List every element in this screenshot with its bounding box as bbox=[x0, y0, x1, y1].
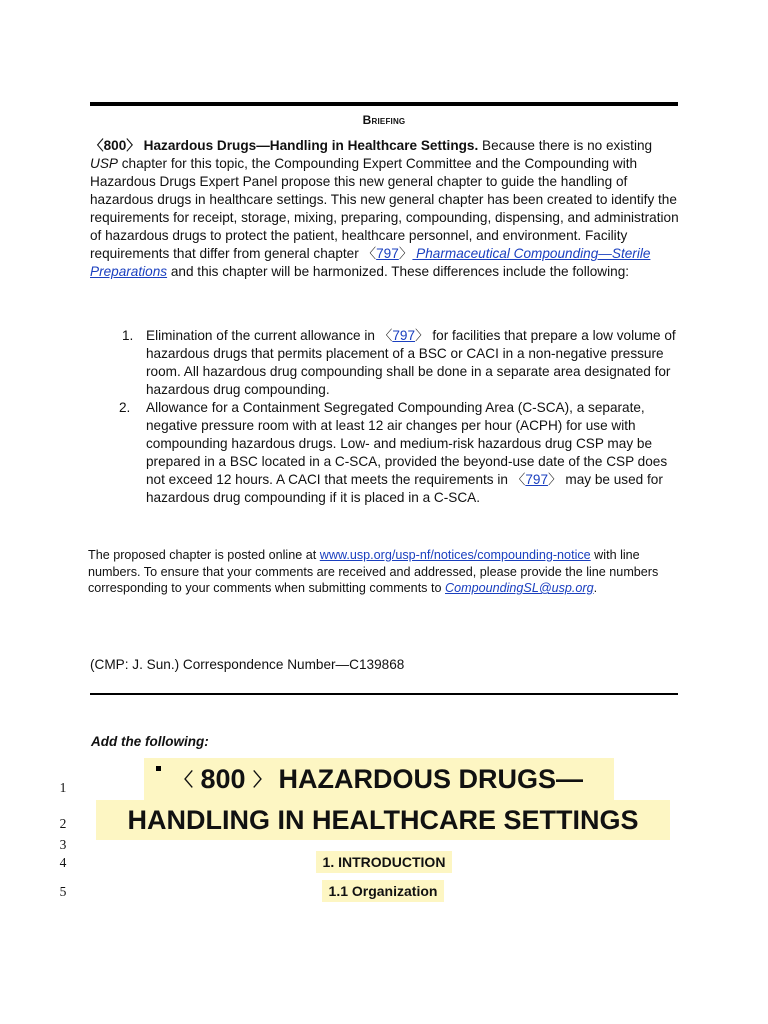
chapter-title-line-1 bbox=[144, 758, 614, 800]
add-following-label: Add the following: bbox=[91, 734, 209, 749]
list-item bbox=[119, 399, 682, 507]
list-item bbox=[122, 327, 682, 399]
list-item-text bbox=[146, 327, 682, 399]
marker-dot-icon bbox=[156, 766, 161, 771]
line-number: 1 bbox=[59, 780, 67, 795]
briefing-paragraph bbox=[90, 137, 680, 281]
list-item-text-after: for facilities that prepare a low volume of hazardous drugs that permits placement of a BSC or CACI in a non-negative pressure room. All hazardous drug compounding shall be done in a separate area designated for hazardous drug compounding. bbox=[146, 328, 676, 397]
line-number: 4 bbox=[59, 855, 67, 870]
subsection-heading: 1.1 Organization bbox=[322, 880, 444, 902]
intro-text-3: and this chapter will be harmonized. These differences include the following: bbox=[167, 264, 630, 279]
list-item-number: 1. bbox=[122, 328, 134, 343]
usp-text: USP bbox=[90, 156, 118, 171]
ref-797-link[interactable]: 797 bbox=[392, 328, 416, 343]
ref-797-link[interactable]: 797 bbox=[376, 246, 399, 261]
intro-text-2: chapter for this topic, the Compounding Expert Committee and the Compounding with Hazardous Drugs Expert Panel propose this new general chapter to guide the handling of hazardous drugs in healthcare settings. This new general chapter has been created to identify the requirements for receipt, storage, mixing, preparing, compounding, dispensing, and administration of hazardous drugs to protect the patient, healthcare personnel, and environment. Facility requirements that differ from general chapter bbox=[90, 156, 679, 261]
line-number: 5 bbox=[59, 884, 67, 899]
ref-bracket-close: 〉 bbox=[548, 472, 562, 487]
email-link[interactable]: CompoundingSL@usp.org bbox=[445, 581, 594, 595]
list-item-text-before: Allowance for a Containment Segregated Compounding Area (C-SCA), a separate, negative pressure room with at least 12 air changes per hour (ACPH) for use with compounding hazardous drugs. Low- and medium-risk hazardous drug CSP may be prepared in a BSC located in a C-SCA, provided the beyond-use date of the CSP does not exceed 12 hours. A CACI that meets the requirements in bbox=[146, 400, 668, 487]
top-rule bbox=[90, 102, 678, 106]
proposed-text-2: with line numbers. To ensure that your comments are received and addressed, please provide the line numbers corresponding to your comments when submitting comments to bbox=[88, 548, 659, 595]
list-item-text-after: may be used for hazardous drug compounding if it is placed in a C-SCA. bbox=[146, 472, 663, 505]
ref-797-link[interactable]: 797 bbox=[525, 472, 549, 487]
ref-bracket-close: 〉 bbox=[415, 328, 429, 343]
chapter-title-line-2: HANDLING IN HEALTHCARE SETTINGS bbox=[96, 800, 670, 840]
section-divider bbox=[90, 693, 678, 695]
chapter-ref: 〈800〉 bbox=[90, 138, 140, 153]
correspondence-number: (CMP: J. Sun.) Correspondence Number—C139868 bbox=[90, 657, 405, 672]
line-number: 2 bbox=[59, 816, 67, 831]
differences-list bbox=[119, 327, 682, 507]
ref-797-bracket-open: 〈 bbox=[362, 246, 377, 261]
ref-797-title-link[interactable]: Pharmaceutical Compounding—Sterile Preparations bbox=[90, 246, 651, 279]
proposed-text-3: . bbox=[593, 581, 598, 595]
title-bracket-open: 〈 bbox=[174, 770, 193, 790]
intro-text-1: Because there is no existing bbox=[478, 138, 653, 153]
title-bracket-close: 〉 bbox=[253, 770, 272, 790]
section-heading: 1. INTRODUCTION bbox=[316, 851, 452, 873]
ref-797-bracket-close: 〉 bbox=[398, 246, 413, 261]
title-line-1-text: HAZARDOUS DRUGS— bbox=[271, 764, 584, 794]
notice-url-link[interactable]: www.usp.org/usp-nf/notices/compounding-notice bbox=[319, 548, 591, 562]
proposed-notice bbox=[88, 547, 678, 597]
line-number: 3 bbox=[59, 837, 67, 852]
chapter-title: Hazardous Drugs—Handling in Healthcare Settings. bbox=[143, 138, 479, 153]
proposed-text-1: The proposed chapter is posted online at bbox=[88, 548, 320, 562]
list-item-text-before: Elimination of the current allowance in bbox=[146, 328, 379, 343]
briefing-heading: Briefing bbox=[362, 113, 406, 127]
title-number: 800 bbox=[192, 764, 254, 794]
list-item-text bbox=[146, 399, 682, 507]
ref-bracket-open: 〈 bbox=[378, 328, 393, 343]
ref-bracket-open: 〈 bbox=[511, 472, 526, 487]
list-item-number: 2. bbox=[119, 400, 131, 415]
